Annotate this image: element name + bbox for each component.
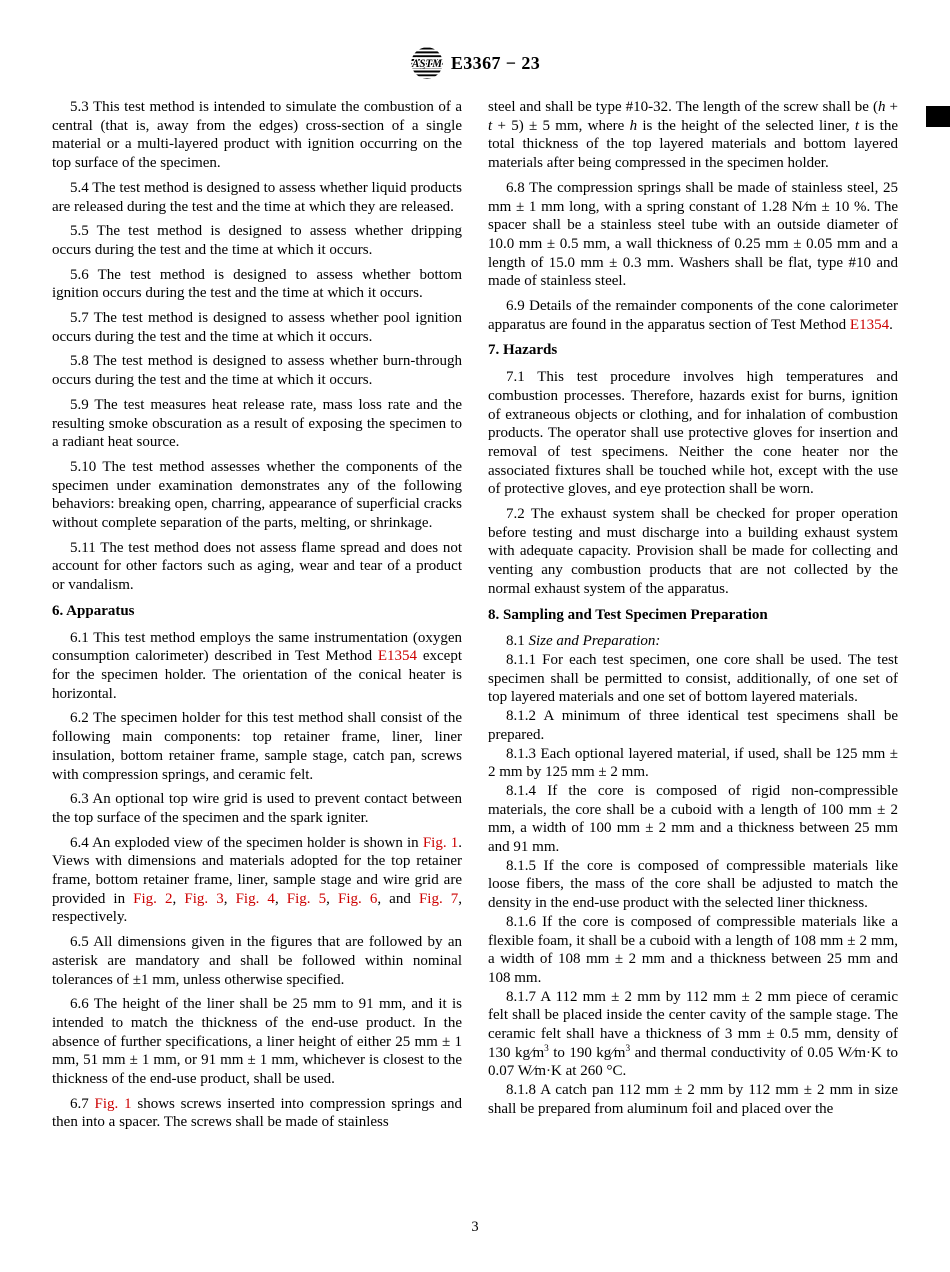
paragraph: 8.1.2 A minimum of three identical test specimens shall be prepared.: [488, 708, 898, 743]
astm-logo-icon: [410, 46, 444, 80]
reference-link[interactable]: Fig. 2: [133, 890, 173, 907]
paragraph: 6.1 This test method employs the same instrumentation (oxygen consumption calorimeter) described in Test Method E1354 except for the specimen holder. The orientation of the conical heater is horizontal.: [52, 629, 463, 702]
reference-link[interactable]: Fig. 5: [286, 890, 327, 907]
reference-link[interactable]: Fig. 7: [418, 890, 459, 907]
paragraph: 5.3 This test method is intended to simulate the combustion of a central (that is, away from the edges) cross-section of a single material or a multi-layered product with ignition occurring on the top surface of the specimen.: [52, 99, 462, 172]
section-heading: 8. Sampling and Test Specimen Preparation: [488, 606, 768, 623]
astm-logo-text: ASTM: [411, 57, 442, 70]
page-edge-marker: [926, 106, 950, 127]
paragraph: 8.1.3 Each optional layered material, if used, shall be 125 mm ± 2 mm by 125 mm ± 2 mm.: [488, 745, 898, 781]
paragraph: 5.4 The test method is designed to assess whether liquid products are released during the test and the time at which they are released.: [52, 179, 462, 215]
paragraph: 5.11 The test method does not assess flame spread and does not account for other factors such as aging, wear and tear of a product or vandalism.: [52, 539, 462, 594]
section-heading: 6. Apparatus: [52, 602, 135, 619]
superscript-text: 3: [544, 1043, 549, 1054]
paragraph: 5.9 The test measures heat release rate, mass loss rate and the resulting smoke obscuration as a result of exposing the specimen to a radiant heat source.: [52, 396, 462, 451]
italic-text: h: [878, 99, 886, 115]
paragraph: 8.1.5 If the core is composed of compressible materials like loose fibers, the mass of the core shall be adjusted to match the density in the end-use product with the selected liner thickness.: [488, 857, 898, 912]
paragraph: 8.1.4 If the core is composed of rigid non-compressible materials, the core shall be a cuboid with a length of 100 mm ± 2 mm, a width of 100 mm ± 2 mm and a thickness between 25 mm and 91 mm.: [488, 782, 898, 856]
paragraph: 6.5 All dimensions given in the figures that are followed by an asterisk are mandatory and shall be followed within nominal tolerances of ±1 mm, unless otherwise specified.: [52, 934, 462, 988]
paragraph: 5.8 The test method is designed to assess whether burn-through occurs during the test and the time at which it occurs.: [52, 353, 462, 389]
italic-text: t: [488, 117, 493, 134]
paragraph: 6.9 Details of the remainder components of the cone calorimeter apparatus are found in the apparatus section of Test Method E1354.: [488, 298, 898, 333]
paragraph: 7.1 This test procedure involves high temperatures and combustion processes. Therefore, hazards exist for burns, ignition of extraneous objects or clothing, and for inhalation of combustion products. The operator shall use protective gloves for insertion and removal of test specimens. Neither the cone heater nor the associated fixtures shall be touched while hot, except with the use of protective gloves, and eye protection shall be worn.: [488, 369, 898, 498]
paragraph: 6.3 An optional top wire grid is used to prevent contact between the top surface of the specimen and the spark igniter.: [52, 791, 462, 826]
page-header: [52, 46, 898, 80]
reference-link[interactable]: Fig. 4: [235, 890, 275, 907]
document-body: [52, 98, 898, 1138]
italic-text: t: [854, 117, 860, 134]
reference-link[interactable]: E1354: [849, 316, 890, 333]
italic-text: Size and Preparation:: [528, 633, 661, 650]
paragraph: 5.6 The test method is designed to assess whether bottom ignition occurs during the test and the time at which it occurs.: [52, 266, 462, 302]
paragraph: steel and shall be type #10-32. The length of the screw shall be (h + t + 5) ± 5 mm, where h is the height of the selected liner, t is the total thickness of the top layered materials and bottom layered materials after being compressed in the specimen holder.: [488, 99, 898, 172]
paragraph: 5.5 The test method is designed to assess whether dripping occurs during the test and the time at which it occurs.: [52, 223, 462, 258]
paragraph: 6.6 The height of the liner shall be 25 mm to 91 mm, and it is intended to match the thickness of the end-use product. In the absence of further specifications, a liner height of either 25 mm ± 1 mm, 51 mm ± 1 mm, or 91 mm ± 1 mm, whichever is closest to the thickness of the end-use product, shall be used.: [52, 996, 462, 1088]
reference-link[interactable]: Fig. 3: [184, 890, 224, 907]
paragraph: 8.1.7 A 112 mm ± 2 mm by 112 mm ± 2 mm piece of ceramic felt shall be placed inside the center cavity of the sample stage. The ceramic felt shall have a thickness of 3 mm ± 0.5 mm, density of 130 $kg⁄m^3$ to 190 $kg⁄m^3$ and thermal conductivity of 0.05 W⁄m·K to 0.07 W⁄m·K at 260 °C.: [488, 988, 898, 1080]
italic-text: h: [629, 117, 638, 134]
reference-link[interactable]: Fig. 1: [94, 1095, 132, 1112]
section-heading: 7. Hazards: [488, 342, 558, 359]
left-column: [52, 98, 462, 1138]
paragraph: 8.1 Size and Preparation:: [506, 633, 661, 650]
reference-link[interactable]: E1354: [377, 648, 418, 665]
paragraph: 8.1.1 For each test specimen, one core shall be used. The test specimen shall be permitted to consist, additionally, of one set of top layered materials and one set of bottom layered materials.: [488, 651, 898, 706]
paragraph: 7.2 The exhaust system shall be checked for proper operation before testing and must discharge into a building exhaust system with adequate capacity. Provision shall be made for collecting and venting any combustion products that are not collected by the normal exhaust system of the apparatus.: [488, 506, 898, 597]
paragraph: 8.1.8 A catch pan 112 mm ± 2 mm by 112 mm ± 2 mm in size shall be prepared from aluminum foil and placed over the: [488, 1082, 898, 1117]
superscript-text: 3: [625, 1043, 631, 1054]
standard-designation: E3367 − 23: [450, 52, 541, 73]
page-number: 3: [471, 1219, 479, 1235]
right-column: [488, 98, 898, 1138]
paragraph: 6.8 The compression springs shall be made of stainless steel, 25 mm ± 1 mm long, with a spring constant of 1.28 N⁄m ± 10 %. The spacer shall be a stainless steel tube with an outside diameter of 10.0 mm ± 0.5 mm, a wall thickness of 0.25 mm ± 0.05 mm and a length of 15.0 mm ± 0.3 mm. Washers shall be flat, type #10 and made of stainless steel.: [488, 179, 898, 290]
paragraph: 6.2 The specimen holder for this test method shall consist of the following main components: top retainer frame, liner, liner insulation, bottom retainer frame, sample stage, catch pan, screws with compression springs, and ceramic felt.: [52, 710, 462, 783]
paragraph: 8.1.6 If the core is composed of compressible materials like a flexible foam, it shall be a cuboid with a length of 108 mm ± 2 mm, a width of 108 mm ± 2 mm and a thickness between 25 mm and 108 mm.: [488, 913, 898, 986]
reference-link[interactable]: Fig. 6: [337, 890, 378, 907]
paragraph: 6.7 Fig. 1 shows screws inserted into compression springs and then into a spacer. The screws shall be made of stainless: [52, 1095, 462, 1131]
paragraph: 5.7 The test method is designed to assess whether pool ignition occurs during the test and the time at which it occurs.: [52, 310, 462, 345]
reference-link[interactable]: Fig. 1: [422, 834, 459, 851]
paragraph: 6.4 An exploded view of the specimen holder is shown in Fig. 1. Views with dimensions and materials adopted for the top retainer frame, bottom retainer frame, liner, sample stage and wire grid are provided in Fig. 2, Fig. 3, Fig. 4, Fig. 5, Fig. 6, and Fig. 7, respectively.: [52, 834, 463, 926]
paragraph: 5.10 The test method assesses whether the components of the specimen under examination demonstrates any of the following behaviors: breaking open, charring, appearance of superficial cracks without complete separation of the parts, melting, or shrinkage.: [52, 458, 462, 532]
